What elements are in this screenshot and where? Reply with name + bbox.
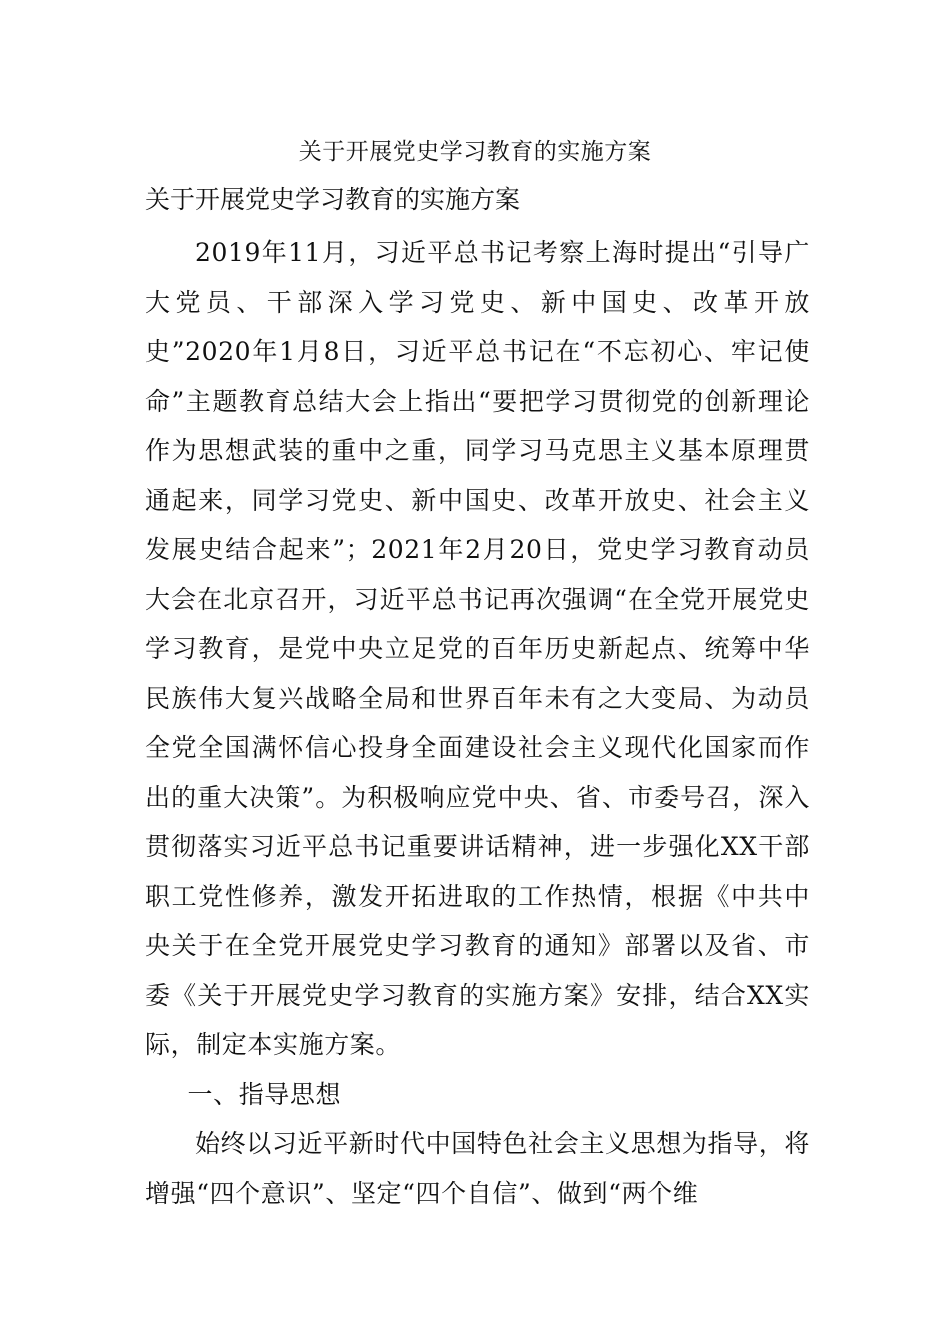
body-paragraph: 始终以习近平新时代中国特色社会主义思想为指导，将增强“四个意识”、坚定“四个自信”、做到“两个维 xyxy=(145,1129,810,1208)
document-title: 关于开展党史学习教育的实施方案 xyxy=(298,139,652,165)
body-paragraph: 2019年11月，习近平总书记考察上海时提出“引导广大党员、干部深入学习党史、新中国史、改革开放史”2020年1月8日，习近平总书记在“不忘初心、牢记使命”主题教育总结大会上指出“要把学习贯彻党的创新理论作为思想武装的重中之重，同学习马克思主义基本原理贯通起来，同学习党史、新中国史、改革开放史、社会主义发展史结合起来”；2021年2月20日，党史学习教育动员大会在北京召开，习近平总书记再次强调“在全党开展党史学习教育，是党中央立足党的百年历史新起点、统筹中华民族伟大复兴战略全局和世界百年未有之大变局、为动员全党全国满怀信心投身全面建设社会主义现代化国家而作出的重大决策”。为积极响应党中央、省、市委号召，深入贯彻落实习近平总书记重要讲话精神，进一步强化XX干部职工党性修养，激发开拓进取的工作热情，根据《中共中央关于在全党开展党史学习教育的通知》部署以及省、市委《关于开展党史学习教育的实施方案》安排，结合XX实际，制定本实施方案。 xyxy=(145,238,810,1059)
document-body xyxy=(145,228,810,1218)
document-subtitle: 关于开展党史学习教育的实施方案 xyxy=(145,185,521,214)
section-heading: 一、指导思想 xyxy=(187,1079,342,1109)
